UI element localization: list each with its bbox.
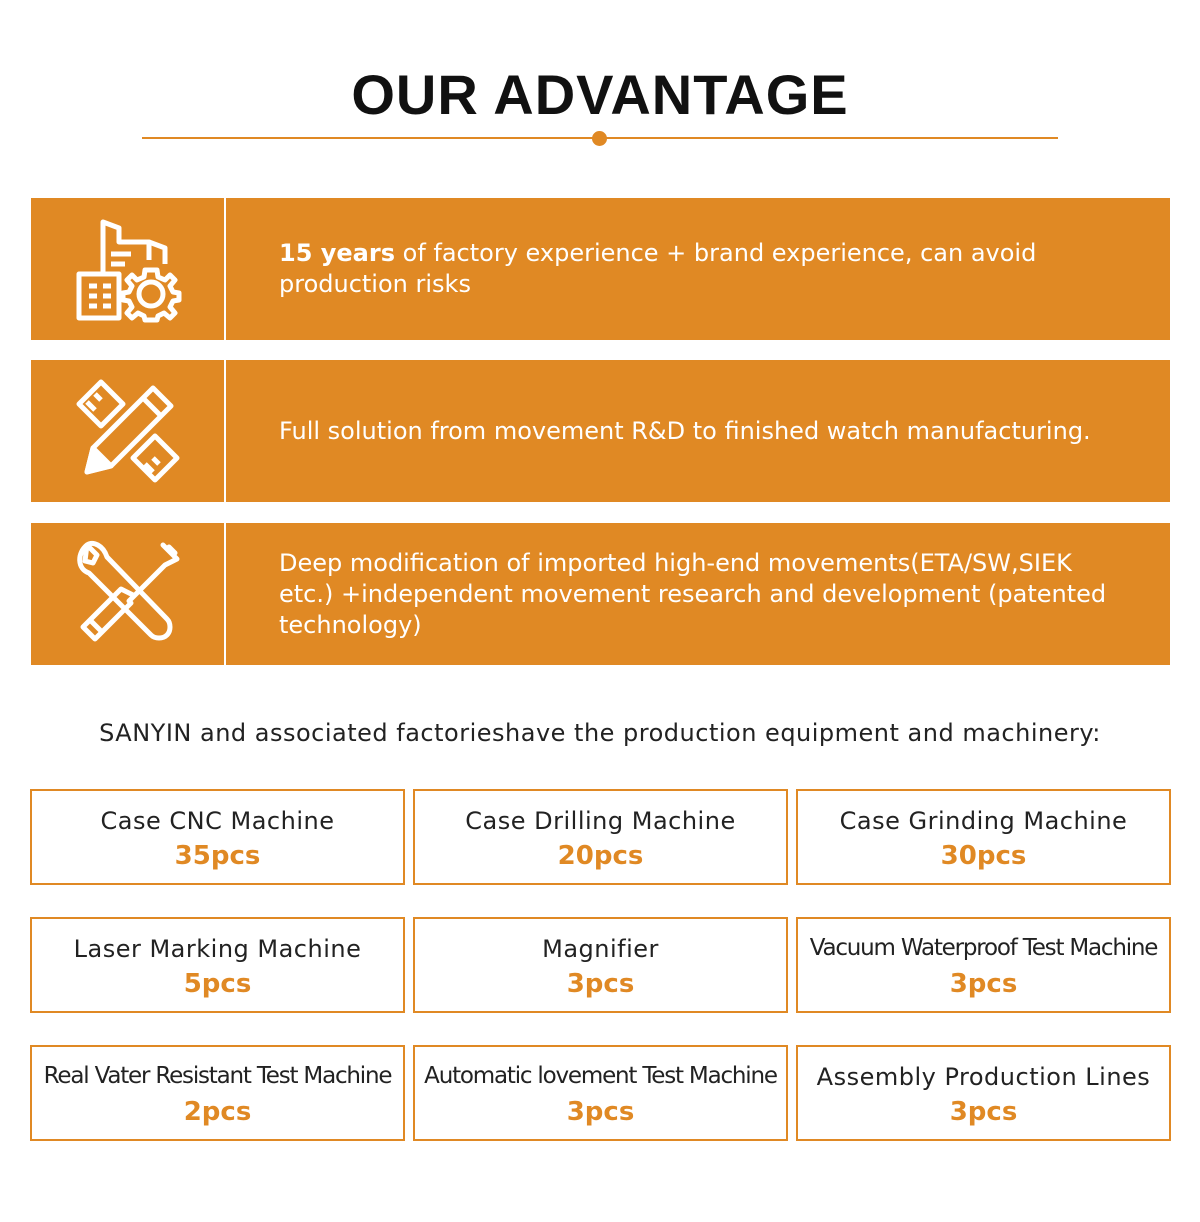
page-title: OUR ADVANTAGE	[351, 63, 849, 126]
advantage-card-modification	[31, 523, 1170, 665]
equipment-name: Vacuum Waterproof Test Machine	[809, 935, 1158, 961]
equipment-name: Case Grinding Machine	[839, 807, 1128, 835]
advantage-body: Full solution from movement R&D to finished watch manufacturing.	[279, 416, 1091, 445]
equipment-cell	[796, 1045, 1171, 1141]
equipment-name: Magnifier	[542, 935, 659, 963]
equipment-cell	[30, 917, 405, 1013]
equipment-name: Case Drilling Machine	[465, 807, 736, 835]
equipment-name: Automatic lovement Test Machine	[424, 1063, 777, 1089]
equipment-name: Case CNC Machine	[100, 807, 335, 835]
equipment-intro: SANYIN and associated factorieshave the production equipment and machinery:	[99, 719, 1101, 747]
equipment-count: 3pcs	[949, 969, 1018, 999]
advantage-body: Deep modification of imported high-end movements(ETA/SW,SIEK etc.) +independent movement research and development (patented technology)	[279, 548, 1107, 639]
equipment-cell	[796, 789, 1171, 885]
equipment-count: 3pcs	[566, 1097, 635, 1127]
equipment-cell	[413, 789, 788, 885]
equipment-count: 3pcs	[566, 969, 635, 999]
advantage-card-solution	[31, 360, 1170, 502]
equipment-cell	[413, 1045, 788, 1141]
equipment-count: 20pcs	[557, 841, 644, 871]
equipment-name: Laser Marking Machine	[73, 935, 362, 963]
equipment-cell	[796, 917, 1171, 1013]
advantage-highlight: 15 years	[279, 239, 395, 267]
equipment-count: 35pcs	[174, 841, 261, 871]
equipment-name: Real Vater Resistant Test Machine	[43, 1063, 392, 1089]
equipment-cell	[30, 1045, 405, 1141]
advantage-text	[279, 360, 1129, 502]
wrench-screwdriver-icon	[31, 523, 224, 665]
card-divider	[224, 198, 226, 340]
equipment-cell	[30, 789, 405, 885]
card-divider	[224, 523, 226, 665]
advantage-card-experience	[31, 198, 1170, 340]
equipment-count: 5pcs	[183, 969, 252, 999]
equipment-count: 3pcs	[949, 1097, 1018, 1127]
equipment-count: 2pcs	[183, 1097, 252, 1127]
advantage-text	[279, 198, 1129, 340]
card-divider	[224, 360, 226, 502]
advantage-body: of factory experience + brand experience, can avoid production risks	[279, 239, 1037, 298]
factory-gear-icon	[31, 198, 224, 340]
equipment-name: Assembly Production Lines	[816, 1063, 1151, 1091]
advantage-text	[279, 523, 1129, 665]
title-dot	[592, 131, 607, 146]
pencil-ruler-icon	[31, 360, 224, 502]
equipment-count: 30pcs	[940, 841, 1027, 871]
equipment-cell	[413, 917, 788, 1013]
